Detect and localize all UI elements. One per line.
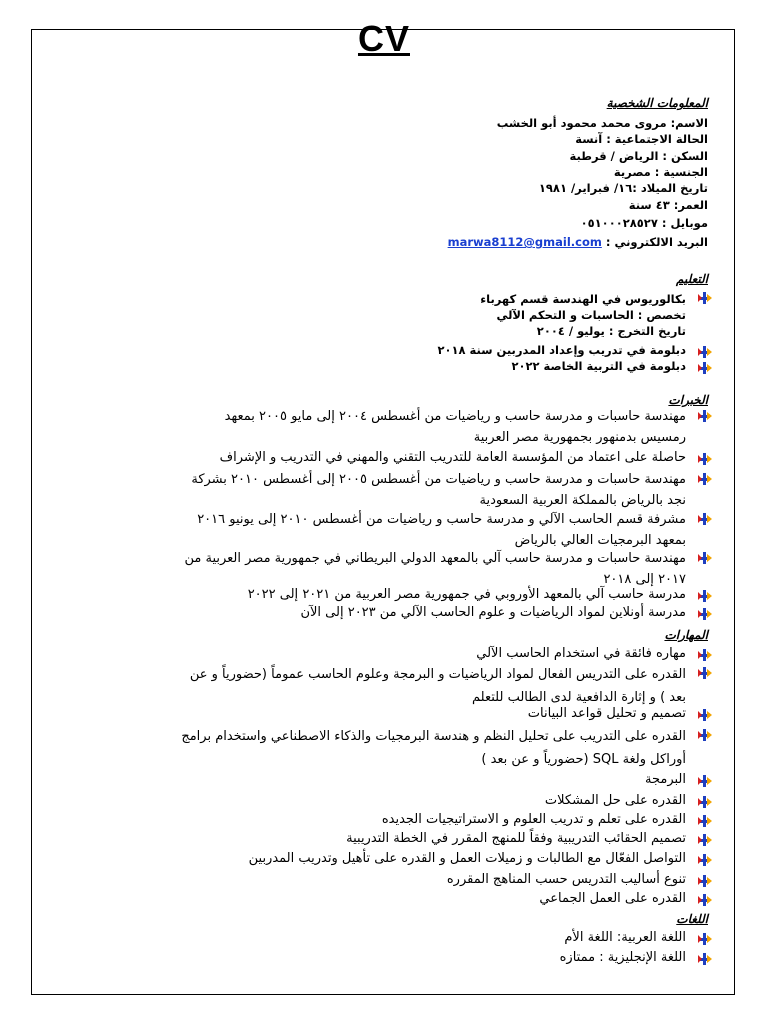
arrow-bullet-icon [698, 854, 712, 866]
arrow-bullet-icon [698, 875, 712, 887]
arrow-bullet-icon [698, 346, 712, 358]
email-link[interactable]: marwa8112@gmail.com [447, 235, 602, 249]
education-degree [46, 292, 686, 306]
list-item [68, 771, 708, 789]
list-item [68, 406, 708, 448]
arrow-bullet-icon [698, 815, 712, 827]
list-item-text [68, 449, 708, 467]
list-item [68, 850, 708, 868]
list-item-text [68, 586, 708, 604]
diploma-text: دبلومة في تدريب وإعداد المدربين سنة ٢٠١٨ [437, 343, 686, 357]
list-item-text [68, 871, 708, 889]
arrow-bullet-icon [698, 729, 712, 741]
list-item-text [68, 830, 708, 848]
arrow-bullet-icon [698, 667, 712, 679]
language-item [68, 949, 708, 967]
arrow-bullet-icon [698, 410, 712, 422]
list-item [68, 811, 708, 829]
language-text: اللغة العربية: اللغة الأم [564, 930, 686, 945]
list-item-line: بعد ) و إثارة الدافعية لدى الطالب للتعلم [472, 690, 686, 705]
list-item-line: القدره على العمل الجماعي [539, 891, 686, 906]
list-item-text [68, 705, 708, 723]
list-item-text [68, 811, 708, 829]
list-item-line: القدره على التدريب على تحليل النظم و هندسة البرمجيات والذكاء الاصطناعي واستخدام برامج [181, 729, 686, 744]
arrow-bullet-icon [698, 894, 712, 906]
list-item-line: مدرسة حاسب آلي بالمعهد الأوروبي في جمهورية مصر العربية من ٢٠٢١ إلى ٢٠٢٢ [247, 587, 686, 602]
experience-heading: الخبرات [668, 393, 708, 407]
arrow-bullet-icon [698, 649, 712, 661]
diploma-item [68, 342, 708, 358]
list-item [68, 663, 708, 709]
list-item [68, 725, 708, 771]
list-item [68, 509, 708, 551]
age-line: العمر: ٤٣ سنة [628, 198, 708, 212]
list-item-text [68, 890, 708, 908]
list-item-line: القدره على التدريس الفعال لمواد الرياضيات و البرمجة وعلوم الحاسب عموماً (حضورياً و عن [189, 667, 686, 682]
list-item-line: تنوع أساليب التدريس حسب المناهج المقرره [446, 872, 686, 887]
arrow-bullet-icon [698, 292, 712, 304]
list-item-line: رمسيس بدمنهور بجمهورية مصر العربية [473, 430, 686, 445]
arrow-bullet-icon [698, 775, 712, 787]
birth-line: تاريخ الميلاد :١٦/ فبراير/ ١٩٨١ [538, 181, 708, 195]
arrow-bullet-icon [698, 552, 712, 564]
arrow-bullet-icon [698, 834, 712, 846]
arrow-bullet-icon [698, 362, 712, 374]
cv-title: CV [357, 18, 410, 59]
list-item [68, 830, 708, 848]
list-item-text [68, 725, 708, 771]
personal-heading: المعلومات الشخصية [606, 96, 708, 110]
list-item-line: ٢٠١٧ إلى ٢٠١٨ [603, 572, 686, 587]
email-label: البريد الالكتروني : [605, 235, 708, 249]
list-item-line: البرمجة [645, 772, 686, 787]
email-line [448, 235, 708, 249]
list-item [68, 604, 708, 622]
list-item-text [68, 548, 708, 590]
list-item-line: مهندسة حاسبات و مدرسة حاسب و رياضيات من أغسطس ٢٠٠٤ إلى مايو ٢٠٠٥ بمعهد [224, 409, 686, 424]
list-item-text [68, 645, 708, 663]
list-item [68, 586, 708, 604]
list-item-text [68, 792, 708, 810]
diploma-text: دبلومة في التربية الخاصة ٢٠٢٢ [511, 359, 686, 373]
list-item-text [68, 509, 708, 551]
list-item-line: مشرفة قسم الحاسب الآلي و مدرسة حاسب و رياضيات من أغسطس ٢٠١٠ إلى يونيو ٢٠١٦ [197, 512, 686, 527]
arrow-bullet-icon [698, 608, 712, 620]
education-degree-text: بكالوريوس في الهندسة قسم كهرباء [480, 292, 686, 306]
language-text: اللغة الإنجليزية : ممتازه [559, 950, 686, 965]
education-major: تخصص : الحاسبات و التحكم الآلي [496, 308, 686, 322]
diploma-item [68, 358, 708, 374]
arrow-bullet-icon [698, 796, 712, 808]
name-line: الاسم: مروى محمد محمود أبو الخشب [496, 116, 708, 130]
list-item-text [68, 406, 708, 448]
list-item [68, 449, 708, 467]
list-item-line: مدرسة أونلاين لمواد الرياضيات و علوم الحاسب الآلي من ٢٠٢٣ إلى الآن [300, 605, 686, 620]
list-item-line: بمعهد البرمجيات العالي بالرياض [514, 533, 686, 548]
list-item-line: مهندسة حاسبات و مدرسة حاسب و رياضيات من أغسطس ٢٠٠٥ إلى أغسطس ٢٠١٠ بشركة [191, 472, 686, 487]
mobile-line: موبايل : ٠٥١٠٠٠٢٨٥٢٧ [580, 216, 708, 230]
arrow-bullet-icon [698, 953, 712, 965]
residence-line: السكن : الرياض / قرطبة [569, 149, 708, 163]
language-item [68, 929, 708, 947]
arrow-bullet-icon [698, 453, 712, 465]
skills-heading: المهارات [664, 628, 708, 642]
arrow-bullet-icon [698, 590, 712, 602]
list-item [68, 548, 708, 590]
list-item [68, 645, 708, 663]
languages-heading: اللغات [676, 912, 708, 926]
list-item-text [68, 663, 708, 709]
list-item [68, 469, 708, 511]
list-item-line: مهاره فائقة في استخدام الحاسب الآلي [476, 646, 686, 661]
list-item-line: التواصل الفعّال مع الطالبات و زميلات العمل و القدره على تأهيل وتدريب المدربين [248, 851, 686, 866]
list-item [68, 705, 708, 723]
list-item-line: مهندسة حاسبات و مدرسة حاسب آلي بالمعهد الدولي البريطاني في جمهورية مصر العربية من [184, 551, 686, 566]
arrow-bullet-icon [698, 513, 712, 525]
arrow-bullet-icon [698, 933, 712, 945]
nationality-line: الجنسية : مصرية [613, 165, 708, 179]
list-item-line: تصميم الحقائب التدريبية وفقاً للمنهج المقرر في الخطة التدريبية [346, 831, 686, 846]
list-item-line: القدره على حل المشكلات [544, 793, 686, 808]
list-item [68, 890, 708, 908]
list-item [68, 871, 708, 889]
arrow-bullet-icon [698, 709, 712, 721]
marital-line: الحالة الاجتماعية : آنسة [575, 132, 708, 146]
list-item-line: تصميم و تحليل قواعد البيانات [527, 706, 686, 721]
list-item-line: نجد بالرياض بالمملكة العربية السعودية [479, 493, 686, 508]
list-item-text [68, 850, 708, 868]
education-heading: التعليم [676, 272, 708, 286]
list-item [68, 792, 708, 810]
list-item-text [68, 771, 708, 789]
list-item-line: القدره على تعلم و تدريب العلوم و الاستراتيجيات الجديده [381, 812, 686, 827]
list-item-line: حاصلة على اعتماد من المؤسسة العامة للتدريب التقني والمهني في التدريب و الإشراف [219, 450, 686, 465]
list-item-text [68, 604, 708, 622]
list-item-text [68, 469, 708, 511]
education-grad: تاريخ التخرج : يوليو / ٢٠٠٤ [536, 324, 686, 338]
list-item-line: أوراكل ولغة SQL (حضورياً و عن بعد ) [481, 752, 686, 767]
arrow-bullet-icon [698, 473, 712, 485]
